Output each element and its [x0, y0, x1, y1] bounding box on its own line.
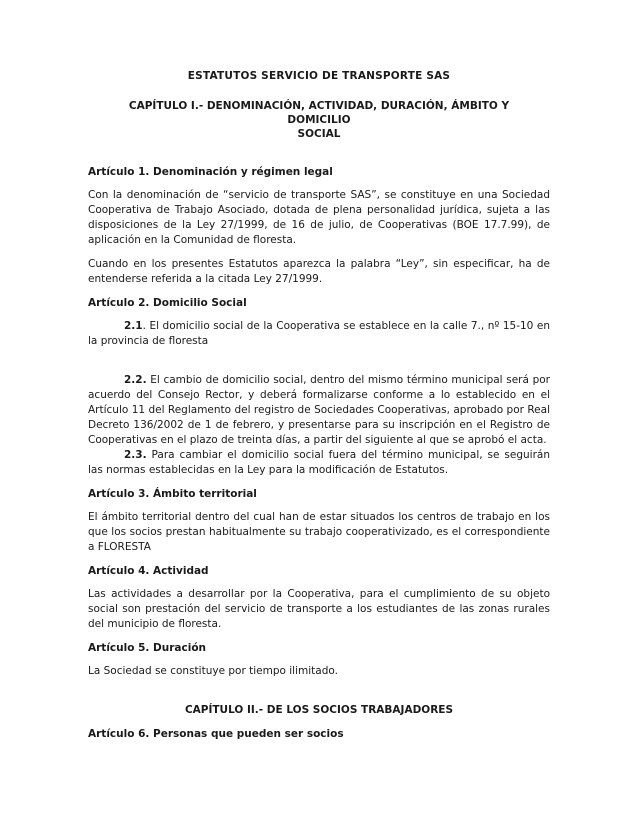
article-6-heading: Artículo 6. Personas que pueden ser socios	[88, 728, 344, 740]
article-2-section-1	[88, 319, 550, 349]
document-page	[88, 70, 550, 741]
section-text: . El domicilio social de la Cooperativa se establece en la calle 7., nº 15-10 en la provincia de floresta	[88, 320, 550, 347]
article-3-heading: Artículo 3. Ámbito territorial	[88, 488, 257, 500]
article-4-heading: Artículo 4. Actividad	[88, 565, 209, 577]
article-2-section-2	[88, 373, 550, 448]
article-2-section-3	[88, 448, 550, 478]
chapter-1-line1: CAPÍTULO I.- DENOMINACIÓN, ACTIVIDAD, DURACIÓN, ÁMBITO Y	[128, 100, 510, 112]
chapter-1-heading	[88, 99, 550, 141]
section-number: 2.1	[124, 320, 143, 332]
section-number: 2.3.	[124, 449, 147, 461]
section-number: 2.2.	[124, 374, 147, 386]
section-text: El cambio de domicilio social, dentro del mismo término municipal será por acuerdo del Consejo Rector, y deberá formalizarse conforme a lo establecido en el Artículo 11 del Reglamento del registro de Sociedades Cooperativas, aprobado por Real Decreto 136/2002 de 1 de febrero, y presentarse para su inscripción en el Registro de Cooperativas en el plazo de treinta días, a partir del siguiente al que se aprobó el acta.	[88, 374, 550, 446]
document-title: ESTATUTOS SERVICIO DE TRANSPORTE SAS	[187, 70, 451, 82]
section-text: Para cambiar el domicilio social fuera del término municipal, se seguirán las normas establecidas en la Ley para la modificación de Estatutos.	[88, 449, 550, 476]
chapter-2-heading: CAPÍTULO II.- DE LOS SOCIOS TRABAJADORES	[184, 704, 454, 716]
article-1-paragraph-1: Con la denominación de “servicio de transporte SAS”, se constituye en una Sociedad Cooperativa de Trabajo Asociado, dotada de plena personalidad jurídica, sujeta a las disposiciones de la Ley 27/1999, de 16 de julio, de Cooperativas (BOE 17.7.99), de aplicación en la Comunidad de floresta.	[88, 189, 550, 246]
article-1-heading: Artículo 1. Denominación y régimen legal	[88, 166, 333, 178]
article-3-paragraph-1: El ámbito territorial dentro del cual han de estar situados los centros de trabajo en los que los socios prestan habitualmente su trabajo cooperativizado, es el correspondiente a FLORESTA	[88, 511, 550, 553]
chapter-1-line3: SOCIAL	[297, 128, 341, 140]
article-5-paragraph-1: La Sociedad se constituye por tiempo ilimitado.	[88, 665, 338, 677]
article-1-paragraph-2: Cuando en los presentes Estatutos aparezca la palabra “Ley”, sin especificar, ha de entenderse referida a la citada Ley 27/1999.	[88, 258, 550, 285]
article-4-paragraph-1: Las actividades a desarrollar por la Cooperativa, para el cumplimiento de su objeto social son prestación del servicio de transporte a los estudiantes de las zonas rurales del municipio de floresta.	[88, 588, 550, 630]
article-5-heading: Artículo 5. Duración	[88, 642, 207, 654]
chapter-1-line2: DOMICILIO	[287, 114, 351, 126]
article-2-heading: Artículo 2. Domicilio Social	[88, 297, 247, 309]
